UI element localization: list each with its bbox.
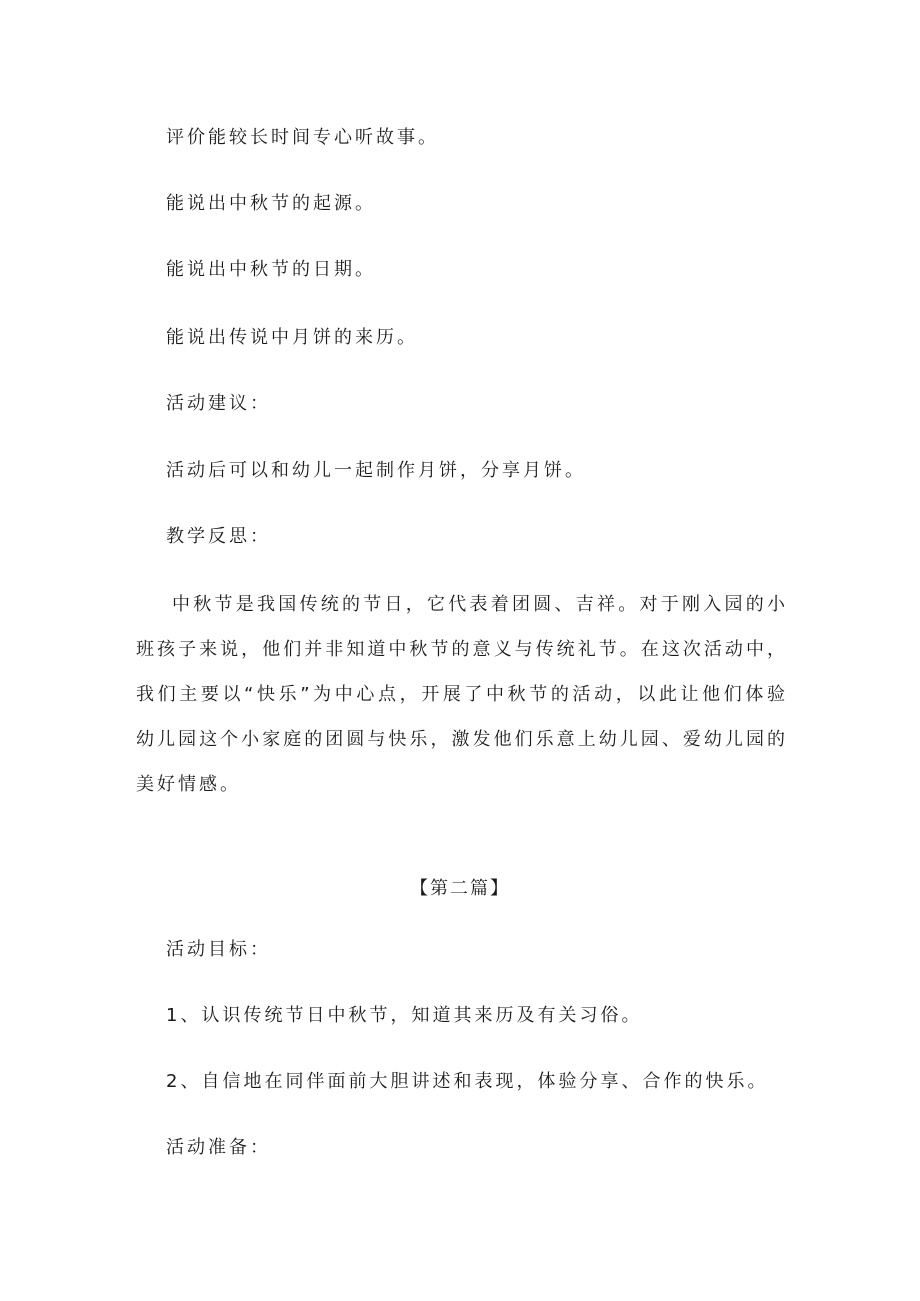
prep-heading: 活动准备： <box>166 1137 271 1158</box>
suggestion-heading: 活动建议： <box>166 393 271 414</box>
reflection-heading: 教学反思： <box>166 526 271 547</box>
suggestion-text: 活动后可以和幼儿一起制作月饼，分享月饼。 <box>166 460 586 481</box>
eval-line-3: 能说出中秋节的日期。 <box>166 259 376 280</box>
goal-item-2: 2、自信地在同伴面前大胆讲述和表现，体验分享、合作的快乐。 <box>166 1071 769 1092</box>
goal-item-1: 1、认识传统节日中秋节，知道其来历及有关习俗。 <box>166 1005 643 1026</box>
eval-line-1: 评价能较长时间专心听故事。 <box>166 127 439 148</box>
reflection-paragraph: 中秋节是我国传统的节日，它代表着团圆、吉祥。对于刚入园的小班孩子来说，他们并非知道中秋节的意义与传统礼节。在这次活动中，我们主要以“快乐”为中心点，开展了中秋节的活动，以此让他们体验幼儿园这个小家庭的团圆与快乐，激发他们乐意上幼儿园、爱幼儿园的美好情感。 <box>136 594 788 795</box>
eval-line-4: 能说出传说中月饼的来历。 <box>166 327 418 348</box>
section-title: 【第二篇】 <box>410 878 510 899</box>
eval-line-2: 能说出中秋节的起源。 <box>166 193 376 214</box>
goals-heading: 活动目标： <box>166 939 271 960</box>
